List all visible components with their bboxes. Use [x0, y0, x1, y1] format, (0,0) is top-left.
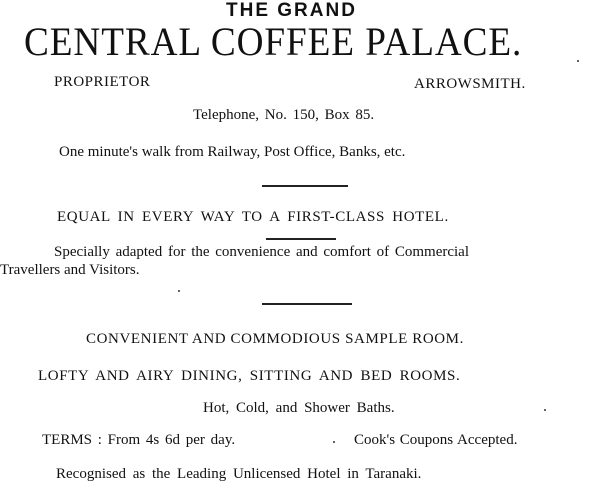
- specially-line-2: Travellers and Visitors.: [0, 262, 140, 278]
- location-line: One minute's walk from Railway, Post Office, Banks, etc.: [59, 144, 406, 160]
- proprietor-label: PROPRIETOR: [54, 74, 151, 90]
- equal-claim-line: EQUAL IN EVERY WAY TO A FIRST-CLASS HOTEL.: [57, 209, 449, 225]
- hotel-name-headline: CENTRAL COFFEE PALACE.: [24, 19, 523, 64]
- sample-room-line: CONVENIENT AND COMMODIOUS SAMPLE ROOM.: [86, 331, 464, 347]
- kicker-heading: THE GRAND: [226, 0, 357, 21]
- coupons-line: Cook's Coupons Accepted.: [354, 432, 518, 448]
- print-speck: [333, 441, 335, 443]
- specially-line-1: Specially adapted for the convenience and comfort of Commercial: [54, 244, 470, 260]
- rooms-line: LOFTY AND AIRY DINING, SITTING AND BED ROOMS.: [38, 368, 461, 384]
- telephone-line: Telephone, No. 150, Box 85.: [193, 107, 375, 123]
- recognition-line: Recognised as the Leading Unlicensed Hotel in Taranaki.: [56, 466, 422, 482]
- divider-rule: [266, 238, 336, 240]
- divider-rule: [262, 185, 348, 187]
- print-speck: [544, 409, 546, 411]
- divider-rule: [262, 303, 352, 305]
- proprietor-name: ARROWSMITH.: [414, 76, 526, 92]
- baths-line: Hot, Cold, and Shower Baths.: [203, 400, 395, 416]
- terms-line: TERMS : From 4s 6d per day.: [42, 432, 236, 448]
- print-speck: [178, 290, 180, 292]
- print-speck: [577, 60, 579, 62]
